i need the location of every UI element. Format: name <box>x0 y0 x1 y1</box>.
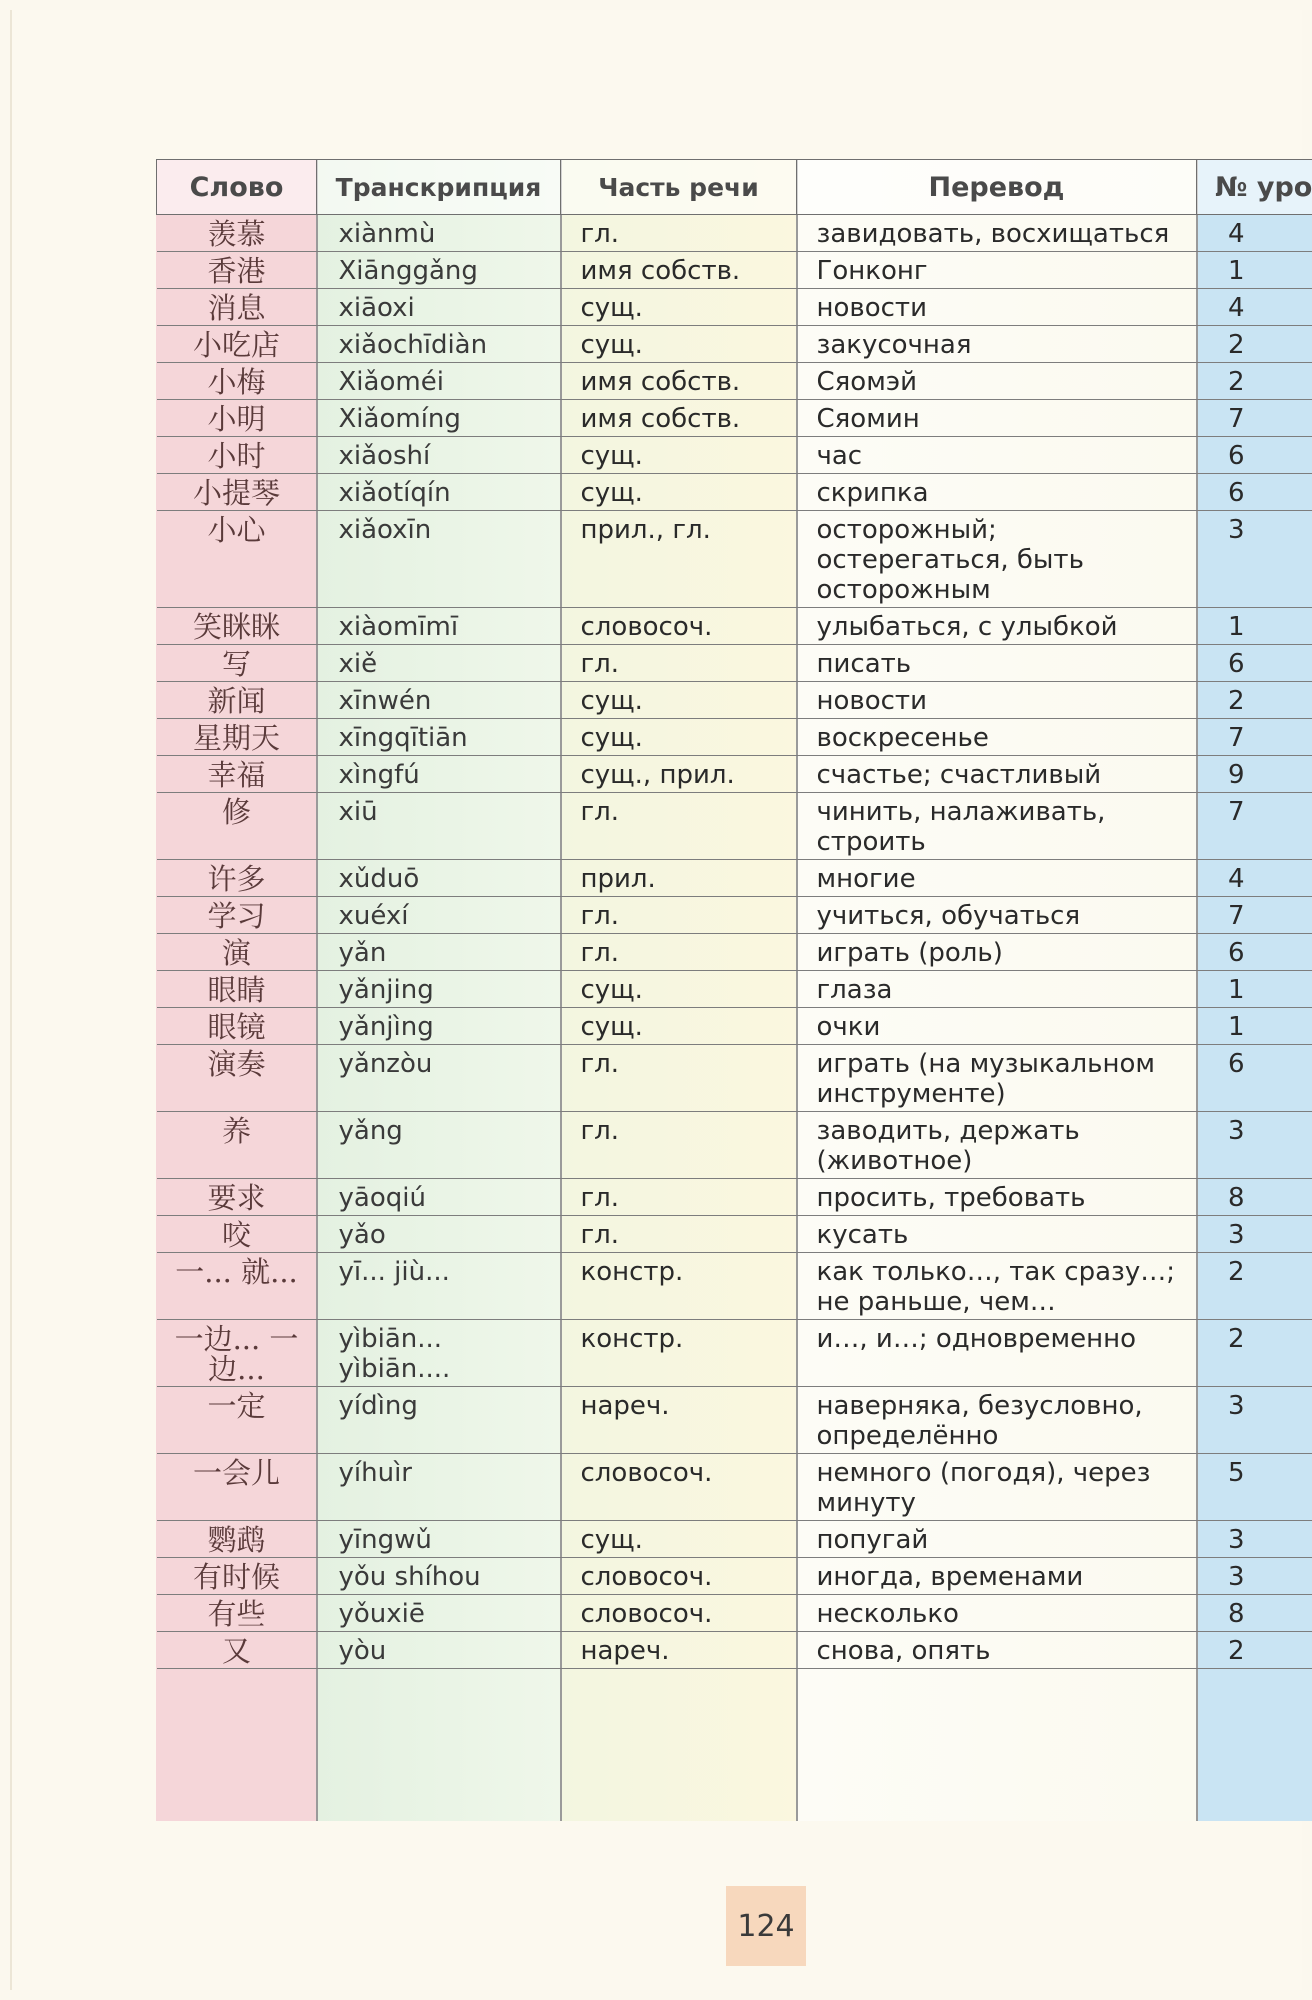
table-row <box>157 215 1312 252</box>
table-row <box>157 860 1312 897</box>
part-of-speech-cell: сущ. <box>561 1008 797 1045</box>
table-row <box>157 511 1312 608</box>
transcription-cell: yāoqiú <box>317 1179 561 1216</box>
translation-cell: немного (погодя), через минуту <box>797 1454 1197 1521</box>
part-of-speech-cell: словосоч. <box>561 608 797 645</box>
transcription-cell: yǎnjing <box>317 971 561 1008</box>
table-row <box>157 1216 1312 1253</box>
lesson-number-cell <box>1197 400 1312 437</box>
lesson-number-cell <box>1197 1008 1312 1045</box>
lesson-number-cell <box>1197 1216 1312 1253</box>
transcription-cell: xiāoxi <box>317 289 561 326</box>
word-cell: 有时候 <box>157 1558 317 1595</box>
lesson-number-cell <box>1197 971 1312 1008</box>
translation-cell: час <box>797 437 1197 474</box>
part-of-speech-cell: нареч. <box>561 1387 797 1454</box>
transcription-cell: yòu <box>317 1632 561 1669</box>
lesson-number: 2 <box>1227 1324 1245 1354</box>
lesson-number-cell <box>1197 860 1312 897</box>
lesson-number: 6 <box>1227 441 1245 471</box>
lesson-number-cell <box>1197 363 1312 400</box>
word-cell: 一... 就... <box>157 1253 317 1320</box>
table-row <box>157 1632 1312 1669</box>
translation-cell: Сяомин <box>797 400 1197 437</box>
transcription-cell: xiū <box>317 793 561 860</box>
transcription-cell: yǎn <box>317 934 561 971</box>
lesson-number: 4 <box>1227 864 1245 894</box>
word-cell: 要求 <box>157 1179 317 1216</box>
table-row <box>157 1112 1312 1179</box>
header-word: Слово <box>157 160 317 215</box>
lesson-number: 3 <box>1227 1220 1245 1250</box>
part-of-speech-cell: имя собств. <box>561 400 797 437</box>
part-of-speech-cell: сущ. <box>561 971 797 1008</box>
table-row <box>157 1595 1312 1632</box>
transcription-cell: xiǎochīdiàn <box>317 326 561 363</box>
translation-cell: многие <box>797 860 1197 897</box>
part-of-speech-cell: констр. <box>561 1320 797 1387</box>
transcription-cell: xiǎotíqín <box>317 474 561 511</box>
translation-cell: Сяомэй <box>797 363 1197 400</box>
vocabulary-table <box>156 159 1312 1669</box>
lesson-number: 6 <box>1227 649 1245 679</box>
table-row <box>157 1387 1312 1454</box>
transcription-cell: xiě <box>317 645 561 682</box>
table-row <box>157 1253 1312 1320</box>
table-row <box>157 1454 1312 1521</box>
word-cell: 小时 <box>157 437 317 474</box>
translation-cell: как только…, так сразу…; не раньше, чем… <box>797 1253 1197 1320</box>
lesson-number-cell <box>1197 608 1312 645</box>
lesson-number: 3 <box>1227 1562 1245 1592</box>
transcription-cell: yǎng <box>317 1112 561 1179</box>
table-row <box>157 289 1312 326</box>
transcription-cell: yǎnjìng <box>317 1008 561 1045</box>
transcription-cell: xīnwén <box>317 682 561 719</box>
lesson-number-cell <box>1197 719 1312 756</box>
transcription-cell: Xiǎoméi <box>317 363 561 400</box>
translation-cell: завидовать, восхищаться <box>797 215 1197 252</box>
part-of-speech-cell: сущ. <box>561 289 797 326</box>
table-row <box>157 1045 1312 1112</box>
lesson-number-cell <box>1197 1632 1312 1669</box>
table-row <box>157 1521 1312 1558</box>
part-of-speech-cell: сущ. <box>561 326 797 363</box>
table-row <box>157 719 1312 756</box>
translation-cell: наверняка, безусловно, определённо <box>797 1387 1197 1454</box>
translation-cell: глаза <box>797 971 1197 1008</box>
translation-cell: иногда, временами <box>797 1558 1197 1595</box>
transcription-cell: xiànmù <box>317 215 561 252</box>
translation-cell: очки <box>797 1008 1197 1045</box>
transcription-cell: xīngqītiān <box>317 719 561 756</box>
word-cell: 眼睛 <box>157 971 317 1008</box>
translation-cell: играть (на музыкальном инструменте) <box>797 1045 1197 1112</box>
lesson-number-cell <box>1197 1387 1312 1454</box>
translation-cell: и…, и…; одновременно <box>797 1320 1197 1387</box>
table-row <box>157 645 1312 682</box>
lesson-number: 1 <box>1227 1012 1245 1042</box>
translation-cell: кусать <box>797 1216 1197 1253</box>
lesson-number: 5 <box>1227 1458 1245 1488</box>
part-of-speech-cell: гл. <box>561 645 797 682</box>
lesson-number-cell <box>1197 1595 1312 1632</box>
word-cell: 一定 <box>157 1387 317 1454</box>
table-row <box>157 1558 1312 1595</box>
lesson-number-cell <box>1197 897 1312 934</box>
word-cell: 修 <box>157 793 317 860</box>
translation-cell: воскресенье <box>797 719 1197 756</box>
lesson-number: 2 <box>1227 367 1245 397</box>
word-cell: 羡慕 <box>157 215 317 252</box>
transcription-cell: xiàomīmī <box>317 608 561 645</box>
lesson-number-cell <box>1197 474 1312 511</box>
transcription-cell: yīngwǔ <box>317 1521 561 1558</box>
header-part-of-speech: Часть речи <box>561 160 797 215</box>
lesson-number: 4 <box>1227 219 1245 249</box>
transcription-cell: yǒuxiē <box>317 1595 561 1632</box>
transcription-cell: xìngfú <box>317 756 561 793</box>
translation-cell: осторожный; остерегаться, быть осторожным <box>797 511 1197 608</box>
table-row <box>157 971 1312 1008</box>
table-row <box>157 326 1312 363</box>
word-cell: 香港 <box>157 252 317 289</box>
part-of-speech-cell: словосоч. <box>561 1558 797 1595</box>
transcription-cell: yǒu shíhou <box>317 1558 561 1595</box>
transcription-cell: xiǎoxīn <box>317 511 561 608</box>
transcription-cell: xiǎoshí <box>317 437 561 474</box>
lesson-number: 8 <box>1227 1599 1245 1629</box>
word-cell: 小梅 <box>157 363 317 400</box>
lesson-number: 2 <box>1227 686 1245 716</box>
part-of-speech-cell: гл. <box>561 1112 797 1179</box>
part-of-speech-cell: сущ. <box>561 1521 797 1558</box>
lesson-number: 7 <box>1227 404 1245 434</box>
part-of-speech-cell: прил., гл. <box>561 511 797 608</box>
part-of-speech-cell: гл. <box>561 1216 797 1253</box>
word-cell: 演 <box>157 934 317 971</box>
word-cell: 写 <box>157 645 317 682</box>
lesson-number-cell <box>1197 1454 1312 1521</box>
table-row <box>157 1320 1312 1387</box>
lesson-number-cell <box>1197 1558 1312 1595</box>
part-of-speech-cell: нареч. <box>561 1632 797 1669</box>
lesson-number-cell <box>1197 437 1312 474</box>
translation-cell: играть (роль) <box>797 934 1197 971</box>
word-cell: 消息 <box>157 289 317 326</box>
lesson-number: 7 <box>1227 723 1245 753</box>
word-cell: 小心 <box>157 511 317 608</box>
word-cell: 又 <box>157 1632 317 1669</box>
lesson-number-cell <box>1197 1112 1312 1179</box>
word-cell: 许多 <box>157 860 317 897</box>
lesson-number-cell <box>1197 645 1312 682</box>
header-transcription: Транскрипция <box>317 160 561 215</box>
lesson-number-cell <box>1197 289 1312 326</box>
lesson-number-cell <box>1197 1521 1312 1558</box>
translation-cell: заводить, держать (животное) <box>797 1112 1197 1179</box>
lesson-number: 7 <box>1227 797 1245 827</box>
lesson-number: 4 <box>1227 293 1245 323</box>
lesson-number-cell <box>1197 252 1312 289</box>
word-cell: 养 <box>157 1112 317 1179</box>
word-cell: 幸福 <box>157 756 317 793</box>
part-of-speech-cell: имя собств. <box>561 363 797 400</box>
word-cell: 小提琴 <box>157 474 317 511</box>
lesson-number: 2 <box>1227 1636 1245 1666</box>
lesson-number: 1 <box>1227 975 1245 1005</box>
table-header-row <box>157 160 1312 215</box>
header-translation: Перевод <box>797 160 1197 215</box>
part-of-speech-cell: гл. <box>561 793 797 860</box>
lesson-number-cell <box>1197 756 1312 793</box>
word-cell: 笑眯眯 <box>157 608 317 645</box>
transcription-cell: yī... jiù... <box>317 1253 561 1320</box>
word-cell: 眼镜 <box>157 1008 317 1045</box>
lesson-number: 2 <box>1227 330 1245 360</box>
transcription-cell: yíhuìr <box>317 1454 561 1521</box>
transcription-cell: Xiǎomíng <box>317 400 561 437</box>
part-of-speech-cell: сущ., прил. <box>561 756 797 793</box>
word-cell: 学习 <box>157 897 317 934</box>
table-row <box>157 474 1312 511</box>
part-of-speech-cell: имя собств. <box>561 252 797 289</box>
lesson-number-cell <box>1197 215 1312 252</box>
part-of-speech-cell: гл. <box>561 934 797 971</box>
table-row <box>157 756 1312 793</box>
part-of-speech-cell: гл. <box>561 215 797 252</box>
table-row <box>157 437 1312 474</box>
lesson-number-cell <box>1197 682 1312 719</box>
vocabulary-table-wrap <box>156 159 1312 1821</box>
translation-cell: закусочная <box>797 326 1197 363</box>
table-body <box>157 215 1312 1669</box>
word-cell: 一会儿 <box>157 1454 317 1521</box>
table-row <box>157 1179 1312 1216</box>
transcription-cell: yìbiān... yìbiān.... <box>317 1320 561 1387</box>
table-row <box>157 608 1312 645</box>
translation-cell: учиться, обучаться <box>797 897 1197 934</box>
table-row <box>157 897 1312 934</box>
table-row <box>157 682 1312 719</box>
word-cell: 演奏 <box>157 1045 317 1112</box>
transcription-cell: yǎo <box>317 1216 561 1253</box>
lesson-number: 6 <box>1227 938 1245 968</box>
part-of-speech-cell: сущ. <box>561 682 797 719</box>
translation-cell: новости <box>797 289 1197 326</box>
part-of-speech-cell: словосоч. <box>561 1454 797 1521</box>
part-of-speech-cell: словосоч. <box>561 1595 797 1632</box>
transcription-cell: xǔduō <box>317 860 561 897</box>
table-row <box>157 1008 1312 1045</box>
table-row <box>157 934 1312 971</box>
transcription-cell: xuéxí <box>317 897 561 934</box>
part-of-speech-cell: прил. <box>561 860 797 897</box>
lesson-number-cell <box>1197 934 1312 971</box>
table-row <box>157 363 1312 400</box>
word-cell: 小明 <box>157 400 317 437</box>
lesson-number: 9 <box>1227 760 1245 790</box>
lesson-number: 2 <box>1227 1257 1245 1287</box>
part-of-speech-cell: гл. <box>561 897 797 934</box>
word-cell: 新闻 <box>157 682 317 719</box>
page-number: 124 <box>726 1886 806 1966</box>
translation-cell: счастье; счастливый <box>797 756 1197 793</box>
lesson-number-cell <box>1197 1320 1312 1387</box>
lesson-number-cell <box>1197 1179 1312 1216</box>
lesson-number: 7 <box>1227 901 1245 931</box>
lesson-number: 3 <box>1227 515 1245 545</box>
word-cell: 咬 <box>157 1216 317 1253</box>
table-row <box>157 252 1312 289</box>
lesson-number-cell <box>1197 326 1312 363</box>
table-row <box>157 793 1312 860</box>
translation-cell: чинить, налаживать, строить <box>797 793 1197 860</box>
lesson-number: 3 <box>1227 1116 1245 1146</box>
lesson-number: 1 <box>1227 612 1245 642</box>
lesson-number: 6 <box>1227 478 1245 508</box>
lesson-number-cell <box>1197 1253 1312 1320</box>
lesson-number-cell <box>1197 793 1312 860</box>
word-cell: 一边... 一边... <box>157 1320 317 1387</box>
part-of-speech-cell: констр. <box>561 1253 797 1320</box>
lesson-number-cell <box>1197 511 1312 608</box>
lesson-number: 3 <box>1227 1391 1245 1421</box>
translation-cell: улыбаться, с улыбкой <box>797 608 1197 645</box>
part-of-speech-cell: гл. <box>561 1045 797 1112</box>
translation-cell: несколько <box>797 1595 1197 1632</box>
translation-cell: скрипка <box>797 474 1197 511</box>
lesson-number: 3 <box>1227 1525 1245 1555</box>
lesson-number: 8 <box>1227 1183 1245 1213</box>
transcription-cell: Xiānggǎng <box>317 252 561 289</box>
part-of-speech-cell: сущ. <box>561 719 797 756</box>
translation-cell: снова, опять <box>797 1632 1197 1669</box>
word-cell: 鹦鹉 <box>157 1521 317 1558</box>
transcription-cell: yǎnzòu <box>317 1045 561 1112</box>
lesson-number: 6 <box>1227 1049 1245 1079</box>
lesson-number: 1 <box>1227 256 1245 286</box>
word-cell: 小吃店 <box>157 326 317 363</box>
translation-cell: писать <box>797 645 1197 682</box>
header-lesson-number: № уро <box>1197 160 1312 215</box>
translation-cell: Гонконг <box>797 252 1197 289</box>
translation-cell: попугай <box>797 1521 1197 1558</box>
translation-cell: новости <box>797 682 1197 719</box>
table-row <box>157 400 1312 437</box>
lesson-number-cell <box>1197 1045 1312 1112</box>
transcription-cell: yídìng <box>317 1387 561 1454</box>
word-cell: 星期天 <box>157 719 317 756</box>
part-of-speech-cell: гл. <box>561 1179 797 1216</box>
part-of-speech-cell: сущ. <box>561 437 797 474</box>
part-of-speech-cell: сущ. <box>561 474 797 511</box>
word-cell: 有些 <box>157 1595 317 1632</box>
translation-cell: просить, требовать <box>797 1179 1197 1216</box>
